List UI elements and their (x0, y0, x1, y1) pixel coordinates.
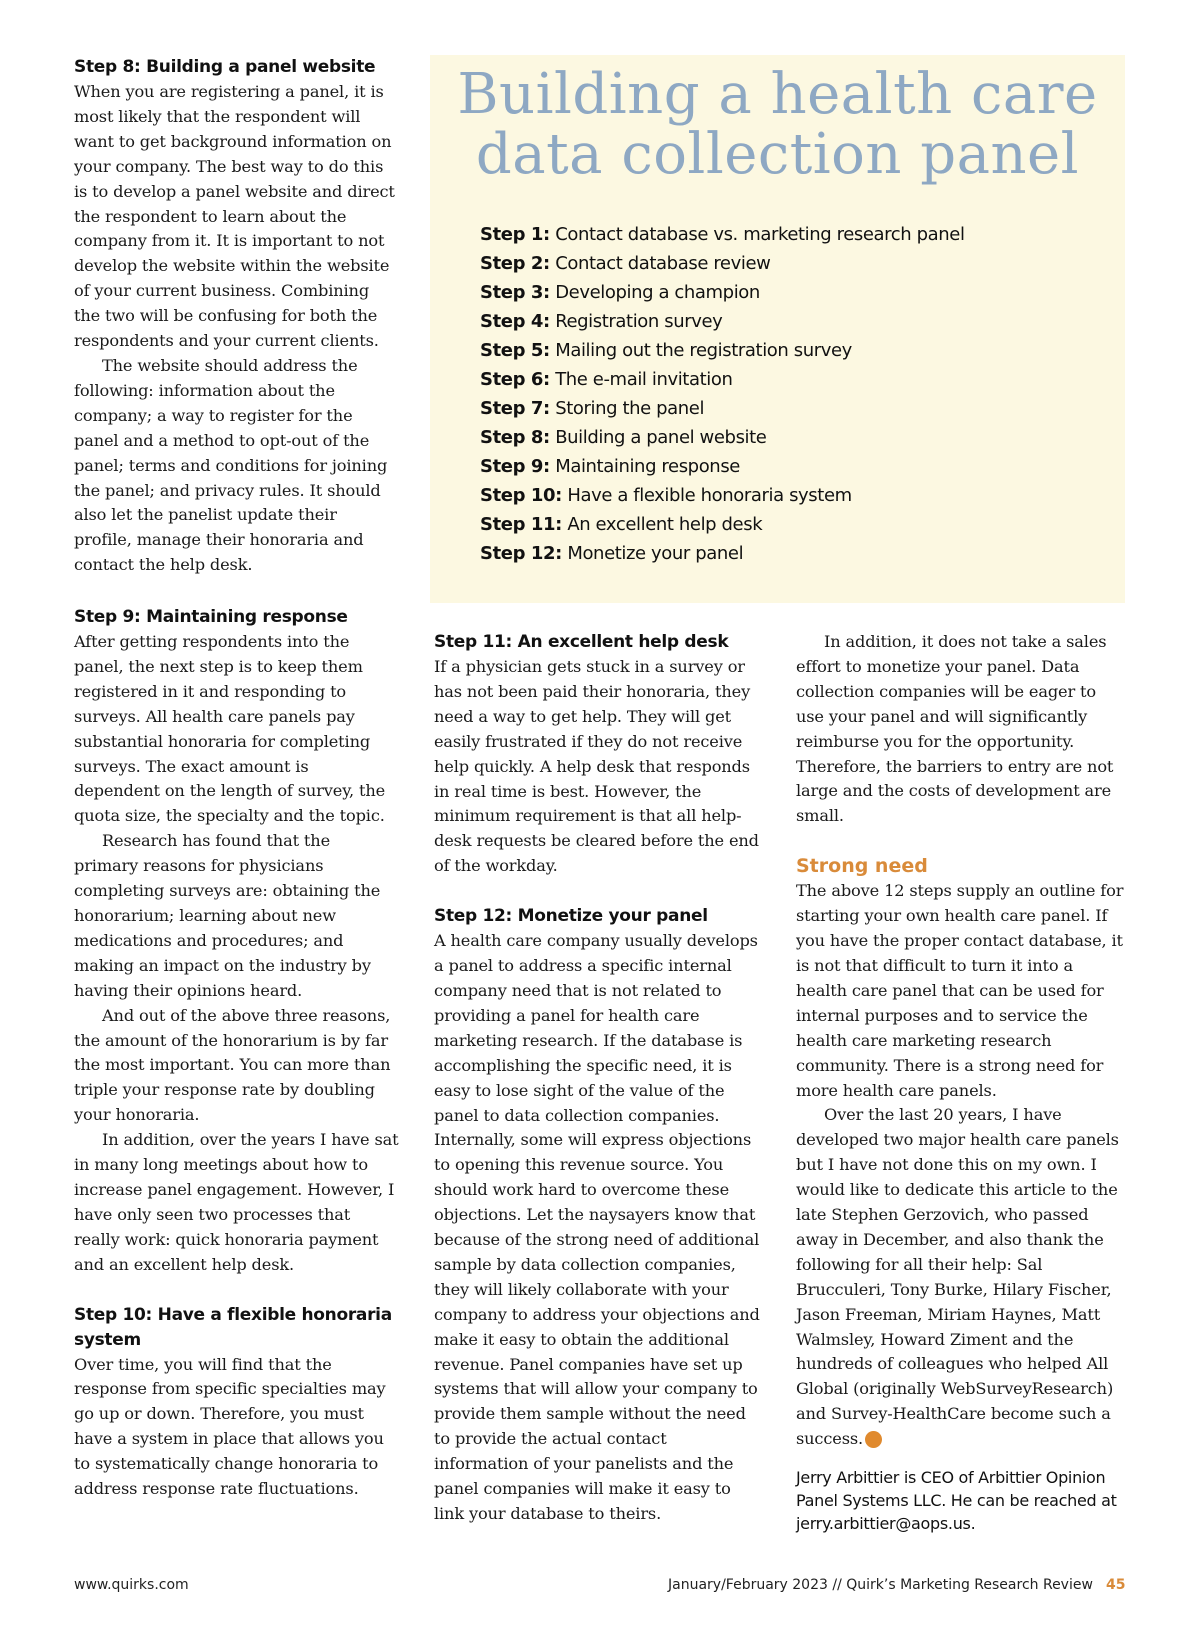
paragraph: The above 12 steps supply an outline for starting your own health care panel. If you have the proper contact database, it is not that difficult to turn it into a health care panel that can be used for internal purposes and to service the health care marketing research community. There is a strong need for more health care panels. (796, 881, 1124, 1100)
step-label: Step 10: (480, 485, 562, 506)
step-list (480, 220, 965, 568)
footer-website: www.quirks.com (74, 1577, 189, 1593)
step-label: Step 6: (480, 369, 550, 390)
step12-heading: Step 12: Monetize your panel (434, 906, 708, 927)
step-label: Step 3: (480, 282, 550, 303)
step-list-item (480, 394, 965, 423)
monetize-continued (796, 630, 1126, 829)
steps-sidebar (430, 55, 1125, 603)
step-label: Step 12: (480, 543, 562, 564)
step10-body (74, 1353, 399, 1502)
step-label: Step 8: (480, 427, 550, 448)
step12-body (434, 929, 764, 1527)
step-text: Mailing out the registration survey (555, 340, 852, 361)
paragraph: The website should address the following: information about the company; a way to register for the panel and a method to opt-out of the panel; terms and conditions for joining the panel; and privacy rules. It should also let the panelist update their profile, manage their honoraria and contact the help desk. (74, 355, 388, 575)
footer-issue: January/February 2023 // Quirk’s Marketing Research Review (668, 1577, 1093, 1593)
step-text: An excellent help desk (567, 514, 763, 535)
paragraph: After getting respondents into the panel, the next step is to keep them registered in it and responding to surveys. All health care panels pay substantial honoraria for completing surveys. The exact amount is dependent on the length of survey, the quota size, the specialty and the topic. (74, 632, 386, 826)
step-text: Monetize your panel (567, 543, 744, 564)
step-text: Storing the panel (555, 398, 705, 419)
paragraph (796, 1103, 1126, 1452)
step-label: Step 5: (480, 340, 550, 361)
column-3 (796, 630, 1126, 1535)
paragraph: A health care company usually develops a panel to address a specific internal company need that is not related to providing a panel for health care marketing research. If the database is accomplishing the specific need, it is easy to lose sight of the value of the panel to data collection companies. Internally, some will express objections to opening this revenue source. You should work hard to overcome these objections. Let the naysayers know that because of the strong need of additional sample by data collection companies, they will likely collaborate with your company to address your objections and make it easy to obtain the additional revenue. Panel companies have set up systems that will allow your company to provide them sample without the need to provide the actual contact information of your panelists and the panel companies will make it easy to link your database to theirs. (434, 931, 760, 1523)
step-label: Step 2: (480, 253, 550, 274)
step9-section (74, 605, 399, 1502)
step-text: Registration survey (555, 311, 723, 332)
step-text: Developing a champion (555, 282, 760, 303)
step-list-item (480, 220, 965, 249)
step-text: The e-mail invitation (555, 369, 733, 390)
step8-section (74, 55, 399, 578)
strong-need-heading: Strong need (796, 855, 928, 878)
step11-section (434, 630, 764, 1527)
step9-body (74, 630, 399, 1278)
paragraph: If a physician gets stuck in a survey or has not been paid their honoraria, they need a way to get help. They will get easily frustrated if they do not receive help quickly. A help desk that responds in real time is best. However, the minimum requirement is that all help-desk requests be cleared before the end of the workday. (434, 657, 759, 876)
step-list-item (480, 423, 965, 452)
step10-heading: Step 10: Have a flexible honoraria system (74, 1304, 392, 1350)
step-list-item (480, 278, 965, 307)
step11-heading: Step 11: An excellent help desk (434, 632, 729, 652)
step-list-item (480, 510, 965, 539)
step-list-item (480, 249, 965, 278)
step11-body (434, 655, 764, 879)
paragraph: Research has found that the primary reasons for physicians completing surveys are: obtaining the honorarium; learning about new medications and procedures; and making an impact on the industry by having their opinions heard. (74, 831, 381, 1000)
step9-heading: Step 9: Maintaining response (74, 607, 348, 627)
paragraph: In addition, over the years I have sat in many long meetings about how to increase panel engagement. However, I have only seen two processes that really work: quick honoraria payment and an excellent help desk. (74, 1130, 399, 1274)
step-text: Building a panel website (555, 427, 767, 448)
sidebar-title: Building a health care data collection panel (457, 62, 1098, 187)
step8-body (74, 80, 399, 578)
quirks-end-mark-icon: Q (865, 1431, 882, 1448)
step-list-item (480, 481, 965, 510)
step-label: Step 1: (480, 224, 550, 245)
step8-heading: Step 8: Building a panel website (74, 57, 376, 77)
author-bio: Jerry Arbittier is CEO of Arbittier Opinion Panel Systems LLC. He can be reached at jerry.arbittier@aops.us. (796, 1468, 1117, 1534)
step-text: Maintaining response (555, 456, 740, 477)
step-label: Step 7: (480, 398, 550, 419)
step-text: Contact database vs. marketing research panel (555, 224, 965, 245)
step-label: Step 9: (480, 456, 550, 477)
paragraph: And out of the above three reasons, the amount of the honorarium is by far the most important. You can more than triple your response rate by doubling your honoraria. (74, 1005, 391, 1125)
step-list-item (480, 336, 965, 365)
step-list-item (480, 452, 965, 481)
step-list-item (480, 365, 965, 394)
paragraph: When you are registering a panel, it is most likely that the respondent will want to get background information on your company. The best way to do this is to develop a panel website and direct the respondent to learn about the company from it. It is important to not develop the website within the website of your current business. Combining the two will be confusing for both the respondents and your current clients. (74, 82, 395, 351)
paragraph: Over time, you will find that the response from specific specialties may go up or down. Therefore, you must have a system in place that allows you to systematically change honoraria to address response rate fluctuations. (74, 1354, 386, 1499)
step-list-item (480, 307, 965, 336)
step-text: Contact database review (555, 253, 771, 274)
step-label: Step 11: (480, 514, 562, 535)
step-text: Have a flexible honoraria system (567, 485, 852, 506)
closing-text: Over the last 20 years, I have developed two major health care panels but I have not done this on my own. I would like to dedicate this article to the late Stephen Gerzovich, who passed away in December, and also thank the following for all their help: Sal Brucculeri, Tony Burke, Hilary Fischer, Jason Freeman, Miriam Haynes, Matt Walmsley, Howard Ziment and the hundreds of colleagues who helped All Global (originally WebSurveyResearch) and Survey-HealthCare become such a success. (796, 1105, 1119, 1449)
page-number: 45 (1106, 1577, 1126, 1593)
paragraph: In addition, it does not take a sales effort to monetize your panel. Data collection companies will be eager to use your panel and will significantly reimburse you for the opportunity. Therefore, the barriers to entry are not large and the costs of development are small. (796, 632, 1114, 826)
strong-need-body (796, 879, 1126, 1452)
step-list-item (480, 539, 965, 568)
step-label: Step 4: (480, 311, 550, 332)
